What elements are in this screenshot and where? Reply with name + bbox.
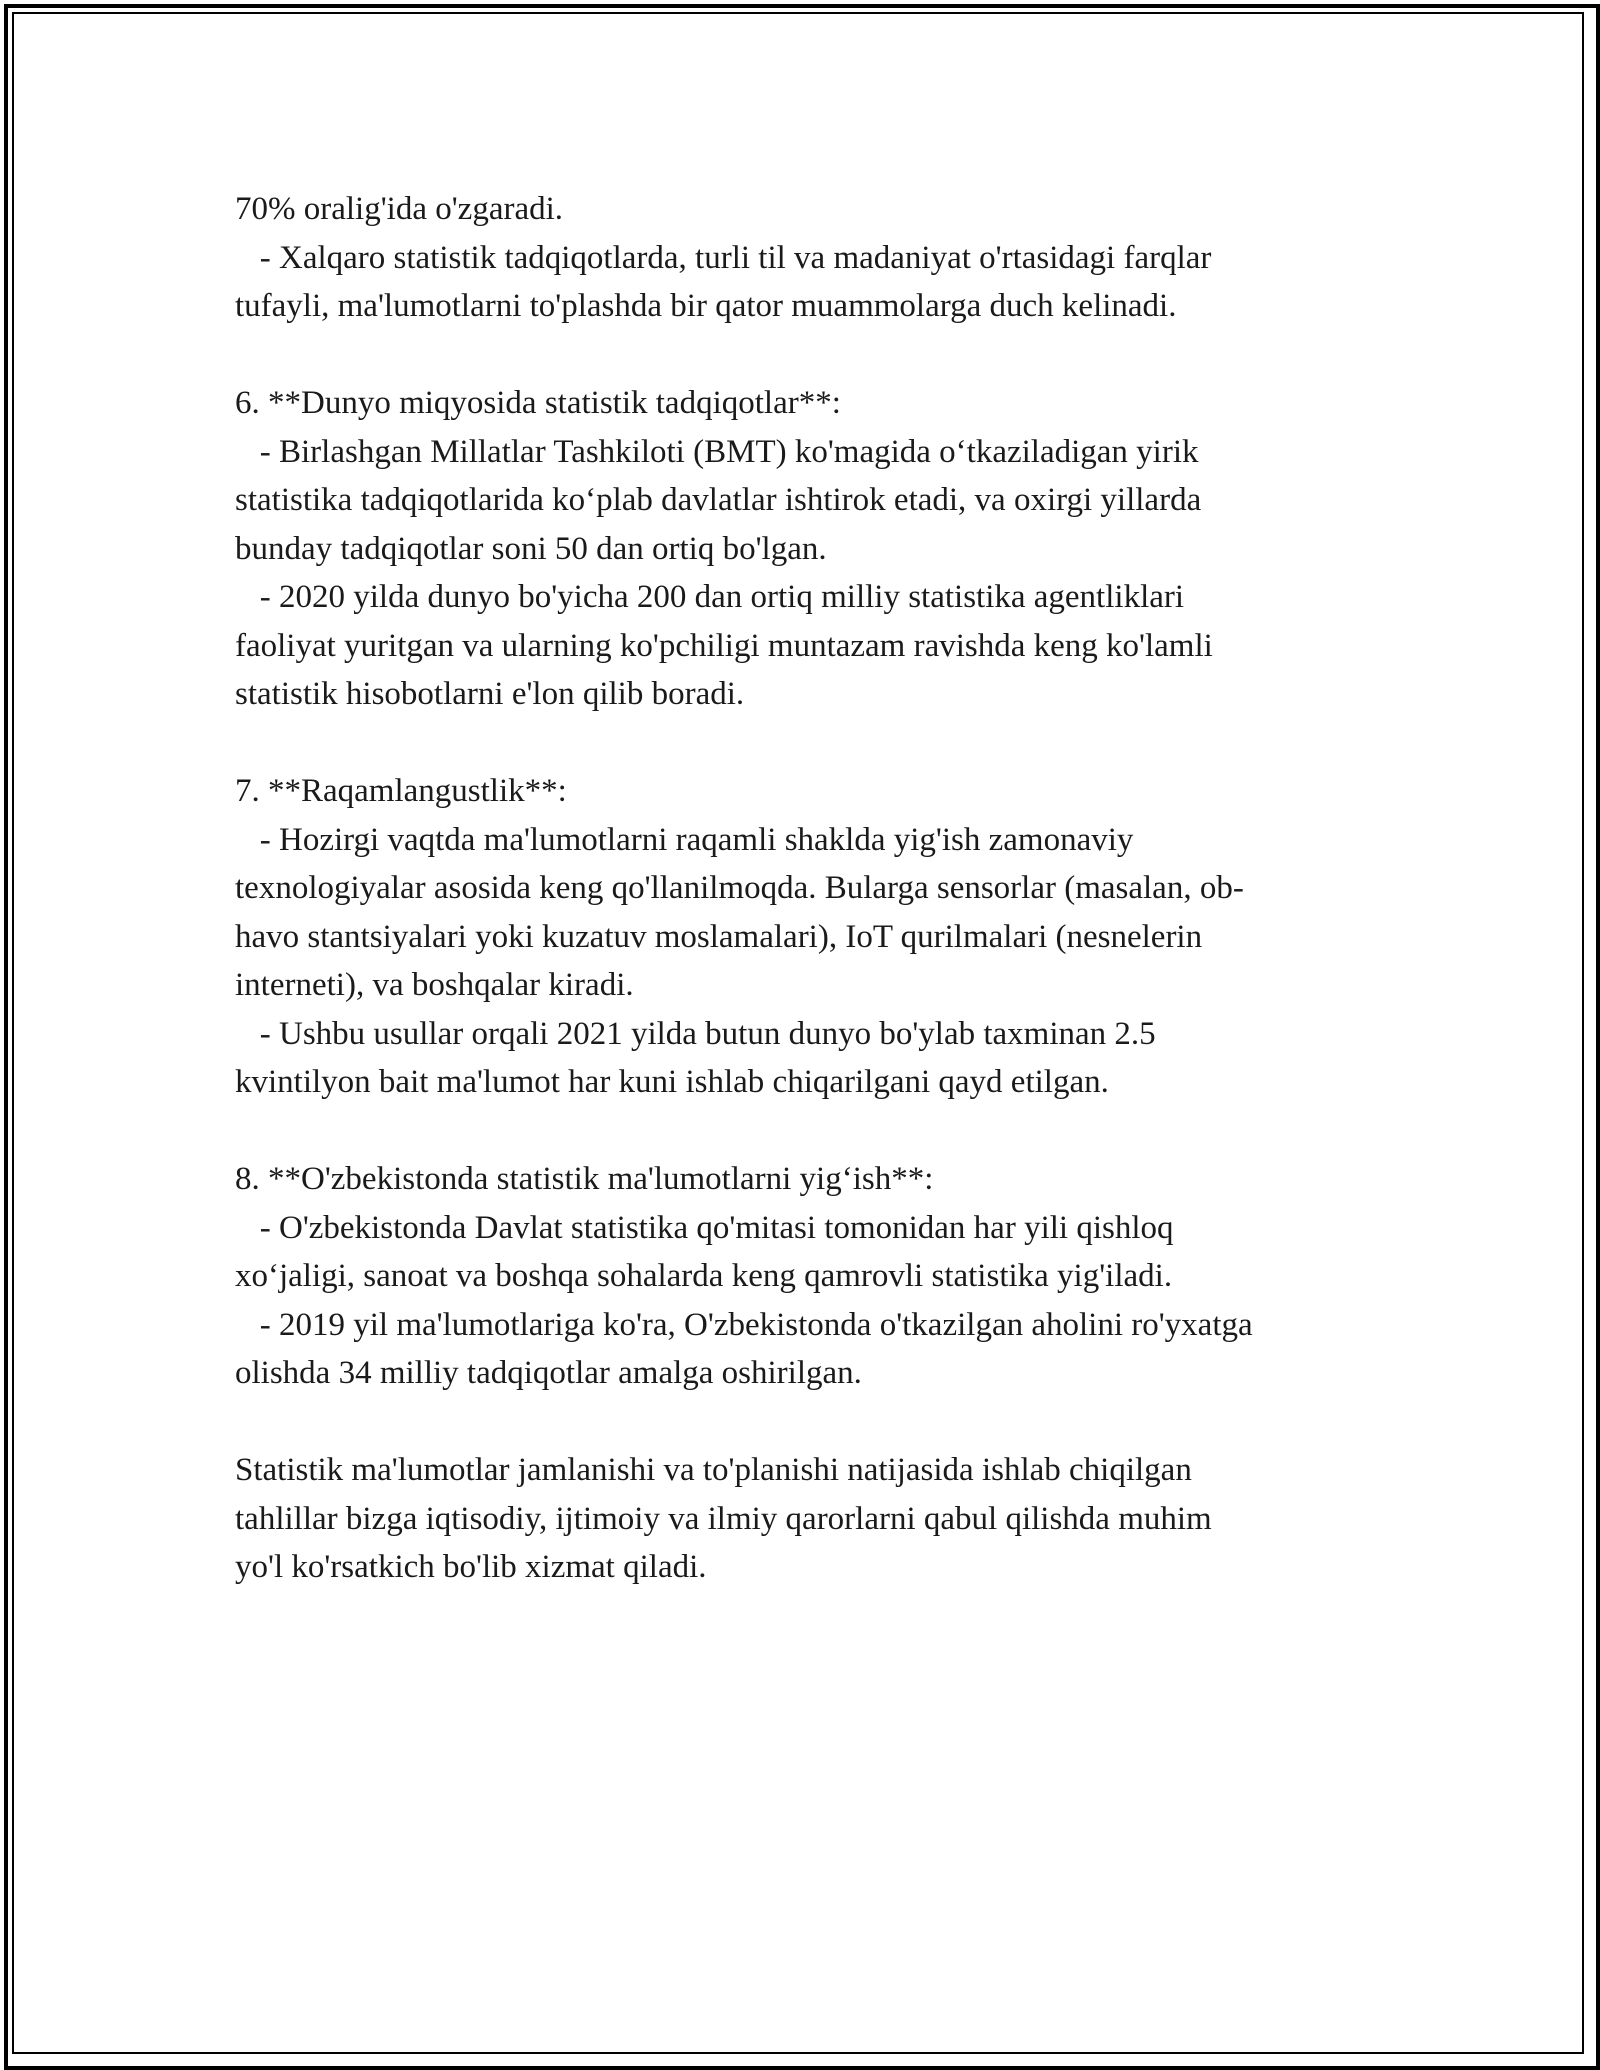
section-7-digitalization bbox=[235, 767, 1385, 1107]
text-line: havo stantsiyalari yoki kuzatuv moslamalari), IoT qurilmalari (nesnelerin bbox=[235, 918, 1203, 955]
text-line: Statistik ma'lumotlar jamlanishi va to'planishi natijasida ishlab chiqilgan bbox=[235, 1452, 1192, 1488]
section-heading: 8. **O'zbekistonda statistik ma'lumotlarni yig‘ish**: bbox=[235, 1161, 934, 1197]
text-line: - Xalqaro statistik tadqiqotlarda, turli til va madaniyat o'rtasidagi farqlar bbox=[235, 239, 1212, 276]
paragraph-spacer bbox=[235, 331, 1385, 380]
paragraph-intro-continuation bbox=[235, 185, 1385, 331]
text-line: - Birlashgan Millatlar Tashkiloti (BMT) ko'magida o‘tkaziladigan yirik bbox=[235, 433, 1199, 470]
text-line: interneti), va boshqalar kiradi. bbox=[235, 967, 634, 1003]
text-line: olishda 34 milliy tadqiqotlar amalga oshirilgan. bbox=[235, 1355, 862, 1391]
text-line: yo'l ko'rsatkich bo'lib xizmat qiladi. bbox=[235, 1549, 707, 1585]
section-heading: 7. **Raqamlangustlik**: bbox=[235, 773, 567, 809]
text-line: - O'zbekistonda Davlat statistika qo'mitasi tomonidan har yili qishloq bbox=[235, 1209, 1174, 1246]
text-line: - 2019 yil ma'lumotlariga ko'ra, O'zbekistonda o'tkazilgan aholini ro'yxatga bbox=[235, 1306, 1253, 1343]
text-line: - 2020 yilda dunyo bo'yicha 200 dan ortiq milliy statistika agentliklari bbox=[235, 579, 1185, 615]
text-line: bunday tadqiqotlar soni 50 dan ortiq bo'lgan. bbox=[235, 530, 827, 567]
text-line: - Hozirgi vaqtda ma'lumotlarni raqamli shaklda yig'ish zamonaviy bbox=[235, 821, 1134, 858]
text-line: faoliyat yuritgan va ularning ko'pchiligi muntazam ravishda keng ko'lamli bbox=[235, 627, 1213, 664]
text-line: xo‘jaligi, sanoat va boshqa sohalarda keng qamrovli statistika yig'iladi. bbox=[235, 1258, 1173, 1294]
section-6-world-surveys bbox=[235, 379, 1385, 719]
text-line: - Ushbu usullar orqali 2021 yilda butun dunyo bo'ylab taxminan 2.5 bbox=[235, 1015, 1156, 1052]
paragraph-spacer bbox=[235, 1398, 1385, 1447]
section-heading: 6. **Dunyo miqyosida statistik tadqiqotlar**: bbox=[235, 385, 841, 421]
text-line: kvintilyon bait ma'lumot har kuni ishlab chiqarilgani qayd etilgan. bbox=[235, 1064, 1109, 1100]
text-line: statistika tadqiqotlarida ko‘plab davlatlar ishtirok etadi, va oxirgi yillarda bbox=[235, 482, 1202, 518]
section-8-uzbekistan bbox=[235, 1155, 1385, 1398]
paragraph-spacer bbox=[235, 719, 1385, 768]
text-line: 70% oralig'ida o'zgaradi. bbox=[235, 191, 564, 227]
document-body bbox=[235, 185, 1385, 1592]
text-line: tahlillar bizga iqtisodiy, ijtimoiy va ilmiy qarorlarni qabul qilishda muhim bbox=[235, 1500, 1212, 1537]
paragraph-spacer bbox=[235, 1107, 1385, 1156]
text-line: tufayli, ma'lumotlarni to'plashda bir qator muammolarga duch kelinadi. bbox=[235, 288, 1177, 324]
text-line: texnologiyalar asosida keng qo'llanilmoqda. Bularga sensorlar (masalan, ob- bbox=[235, 870, 1244, 906]
text-line: statistik hisobotlarni e'lon qilib boradi. bbox=[235, 676, 745, 712]
paragraph-conclusion bbox=[235, 1446, 1385, 1592]
